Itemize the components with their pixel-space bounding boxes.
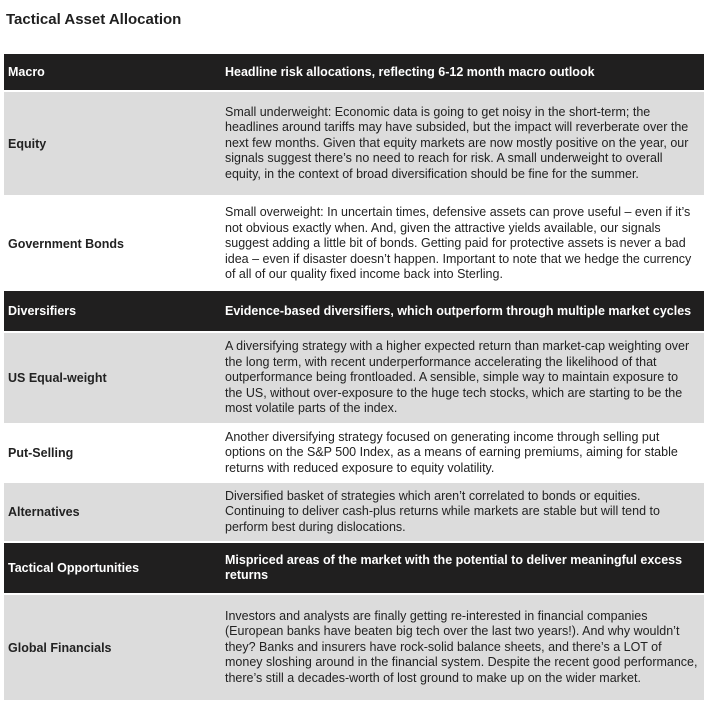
page-title: Tactical Asset Allocation	[6, 11, 182, 28]
row-label: US Equal-weight	[8, 371, 107, 385]
row-label: Equity	[8, 136, 47, 151]
section-header-label: Macro	[8, 64, 45, 79]
table-row-global-financials	[4, 595, 704, 700]
row-label: Put-Selling	[8, 446, 74, 460]
row-description: Another diversifying strategy focused on generating income through selling put options on the S&P 500 Index, as a means of earning premiums, aiming for stable returns with reduced exposure to equity volatility.	[225, 429, 678, 475]
section-header-description: Headline risk allocations, reflecting 6-12 month macro outlook	[225, 64, 595, 79]
section-header-description: Mispriced areas of the market with the potential to deliver meaningful excess returns	[225, 553, 683, 582]
section-header-diversifiers	[4, 291, 704, 331]
section-header-description: Evidence-based diversifiers, which outperform through multiple market cycles	[225, 303, 692, 318]
allocation-table	[4, 54, 704, 700]
row-description: Investors and analysts are finally getting re-interested in financial companies (European banks have beaten big tech over the last two years!). And why wouldn’t they? Banks and insurers have rock-solid balance sheets, and there’s a LOT of money sloshing around in the financial system. Despite the recent good performance, there’s still a decades-worth of lost ground to make up on the wider market.	[225, 608, 698, 685]
table-row-put-selling	[4, 425, 704, 481]
row-description: A diversifying strategy with a higher expected return than market-cap weighting over the long term, with recent underperformance accelerating the likelihood of that outperformance being frontloaded. A sensible, simple way to maintain exposure to the US, without over-exposure to the huge tech stocks, which are starting to be the most volatile parts of the index.	[225, 339, 690, 416]
row-description: Small underweight: Economic data is going to get noisy in the short-term; the headlines around tariffs may have subsided, but the impact will reverberate over the next few months. Given that equity markets are now mostly positive on the year, our signals suggest there’s no need to reach for risk. A small underweight to overall equity, in the context of broad diversification should be fine for the summer.	[225, 104, 689, 181]
row-label: Alternatives	[8, 505, 80, 519]
section-header-label: Diversifiers	[8, 303, 77, 318]
table-row-equity	[4, 92, 704, 195]
row-description: Small overweight: In uncertain times, defensive assets can prove useful – even if it’s not obvious exactly when. And, given the attractive yields available, our signals suggest adding a little bit of bonds. Getting paid for protective assets is never a bad idea – even if disaster doesn’t happen. Important to note that we hedge the currency of all of our quality fixed income back into Sterling.	[225, 205, 692, 282]
row-label: Government Bonds	[8, 237, 124, 251]
table-row-alternatives	[4, 483, 704, 541]
row-label: Global Financials	[8, 640, 112, 655]
section-header-macro	[4, 54, 704, 90]
row-description: Diversified basket of strategies which aren’t correlated to bonds or equities. Continuing to deliver cash-plus returns while markets are stable but will tend to perform best during dislocations.	[225, 488, 660, 534]
table-row-us-equal-weight	[4, 333, 704, 423]
table-row-government-bonds	[4, 197, 704, 291]
section-header-label: Tactical Opportunities	[8, 560, 140, 575]
section-header-tactical-opportunities	[4, 543, 704, 593]
